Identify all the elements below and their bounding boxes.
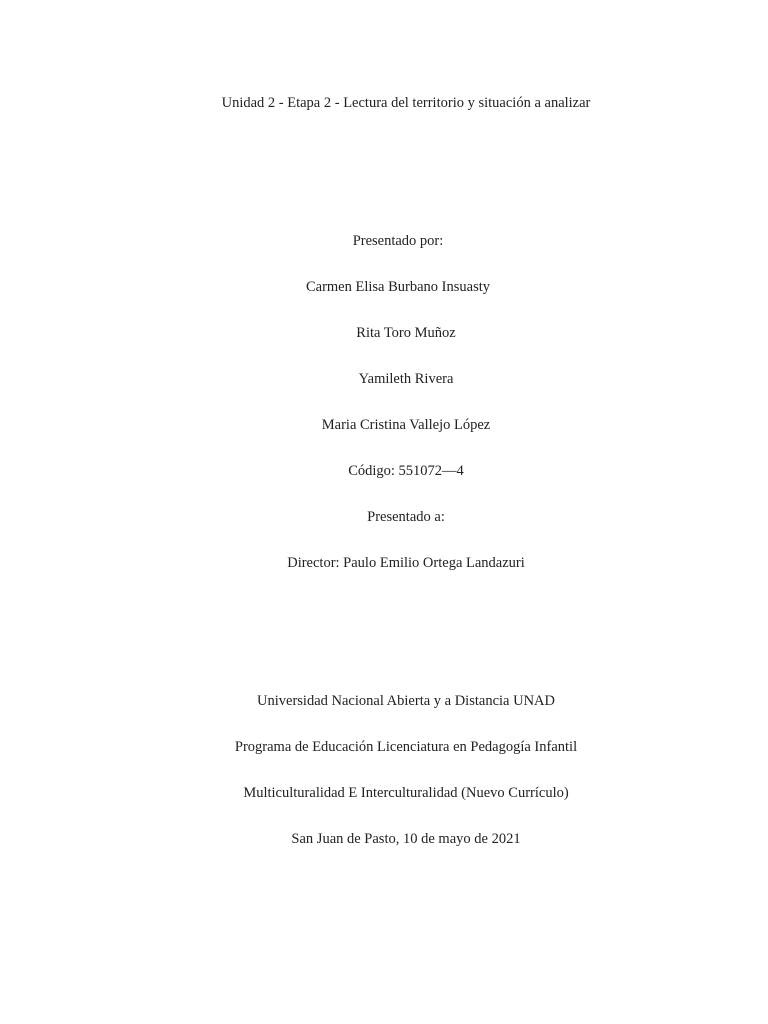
course-name: Multiculturalidad E Interculturalidad (Nuevo Currículo) bbox=[243, 785, 569, 801]
presented-by-label: Presentado por: bbox=[352, 233, 444, 249]
author-name: Maria Cristina Vallejo López bbox=[321, 417, 491, 433]
university-name: Universidad Nacional Abierta y a Distancia UNAD bbox=[257, 693, 555, 709]
program-name: Programa de Educación Licenciatura en Pedagogía Infantil bbox=[234, 739, 578, 755]
author-name: Rita Toro Muñoz bbox=[356, 325, 456, 341]
document-title: Unidad 2 - Etapa 2 - Lectura del territorio y situación a analizar bbox=[221, 95, 591, 111]
director-name: Director: Paulo Emilio Ortega Landazuri bbox=[287, 555, 525, 571]
presented-to-label: Presentado a: bbox=[367, 509, 445, 525]
author-name: Carmen Elisa Burbano Insuasty bbox=[305, 279, 491, 295]
author-name: Yamileth Rivera bbox=[358, 371, 454, 387]
place-and-date: San Juan de Pasto, 10 de mayo de 2021 bbox=[291, 831, 521, 847]
course-code: Código: 551072—4 bbox=[348, 463, 464, 479]
